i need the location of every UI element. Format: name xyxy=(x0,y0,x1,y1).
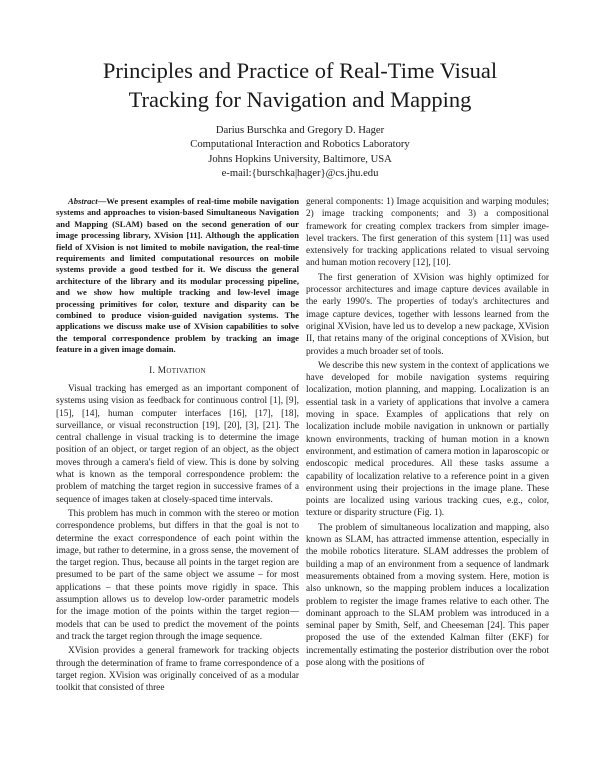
body-paragraph: The first generation of XVision was highly optimized for processor architectures and image capture devices available in the early 1990's. The properties of today's architectures and image capture devices, together with lessons learned from the original XVision, have led us to develop a new package, XVision II, that retains many of the original conceptions of XVision, but provides a much broader set of tools. xyxy=(306,272,549,357)
body-paragraph: We describe this new system in the context of applications we have developed for mobile navigation systems requiring localization, motion planning, and mapping. Localization is an essential task in a variety of applications that involve a camera moving in space. Examples of applications that rely on localization include mobile navigation in unknown or partially known environments, tracking of human motion in a known environment, and estimation of camera motion in laparoscopic or endoscopic medical procedures. All these tasks assume a capability of localization relative to a reference point in a given environment using their projections in the image plane. These points are localized using various tracking cues, e.g., color, texture or disparity structure (Fig. 1). xyxy=(306,360,549,519)
author-names: Darius Burschka and Gregory D. Hager xyxy=(215,125,385,136)
title-line-2: Tracking for Navigation and Mapping xyxy=(128,87,472,112)
body-paragraph: general components: 1) Image acquisition and warping modules; 2) image tracking components; and 3) a compositional framework for creating complex trackers from simpler image-level trackers. The first generation of this system [11] was used extensively for tracking applications related to visual servoing and human motion recovery [12], [10]. xyxy=(306,197,549,269)
author-block xyxy=(60,124,540,182)
abstract xyxy=(56,196,299,356)
affiliation-university: Johns Hopkins University, Baltimore, USA xyxy=(208,153,392,165)
section-heading xyxy=(56,365,299,377)
body-paragraph: This problem has much in common with the stereo or motion correspondence problems, but differs in that the goal is not to determine the exact correspondence of each point within the image, but rather to determine, in a gross sense, the movement of the target region. Thus, because all points in the target region are presumed to be part of the same object we assume – for most applications – that these points move rigidly in space. This assumption allows us to develop low-order parametric models for the image motion of the points within the target region—models that can be used to predict the movement of the points and track the target region through the image sequence. xyxy=(56,508,299,642)
right-column xyxy=(306,196,549,671)
left-column xyxy=(56,196,299,696)
abstract-label: Abstract xyxy=(68,196,98,206)
section-title: Motivation xyxy=(157,365,206,376)
body-paragraph: The problem of simultaneous localization and mapping, also known as SLAM, has attracted immense attention, especially in the mobile robotics literature. SLAM addresses the problem of building a map of an environment from a sequence of landmark measurements obtained from a moving system. Here, motion is also unknown, so the mapping problem induces a localization problem to register the image frames relative to each other. The dominant approach to the SLAM problem was introduced in a seminal paper by Smith, Self, and Cheeseman [24]. This paper proposed the use of the extended Kalman filter (EKF) for incrementally estimating the posterior distribution over the robot pose along with the positions of xyxy=(306,522,549,668)
abstract-text: —We present examples of real-time mobile navigation systems and approaches to vision-based Simultaneous Navigation and Mapping (SLAM) based on the second generation of our image processing library, XVision [11]. Although the application field of XVision is not limited to mobile navigation, the real-time requirements and limited computational resources on mobile systems provide a good testbed for it. We discuss the general architecture of the library and its modular processing pipeline, and we show how multiple tracking and low-level image processing primitives for color, texture and disparity can be combined to produce vision-guided navigation systems. The applications we discuss make use of XVision capabilities to solve the temporal correspondence problem by tracking an image feature in a given image domain. xyxy=(56,196,299,355)
body-paragraph: XVision provides a general framework for tracking objects through the determination of frame to frame correspondence of a target region. XVision was originally conceived of as a modular toolkit that consisted of three xyxy=(56,646,299,694)
affiliation-lab: Computational Interaction and Robotics Laboratory xyxy=(190,139,410,151)
paper-title xyxy=(40,56,560,114)
section-number: I. xyxy=(149,365,156,376)
author-email: e-mail:{burschka|hager}@cs.jhu.edu xyxy=(221,168,379,180)
body-paragraph: Visual tracking has emerged as an important component of systems using vision as feedback for continuous control [1], [9], [15], [14], human computer interfaces [16], [17], [18], surveillance, or visual reconstruction [19], [20], [3], [21]. The central challenge in visual tracking is to determine the image position of an object, or target region of an object, as the object moves through a camera's field of view. This is done by solving what is known as the temporal correspondence problem: the problem of matching the target region in successive frames of a sequence of images taken at closely-spaced time intervals. xyxy=(56,383,299,505)
title-line-1: Principles and Practice of Real-Time Visual xyxy=(102,58,498,83)
